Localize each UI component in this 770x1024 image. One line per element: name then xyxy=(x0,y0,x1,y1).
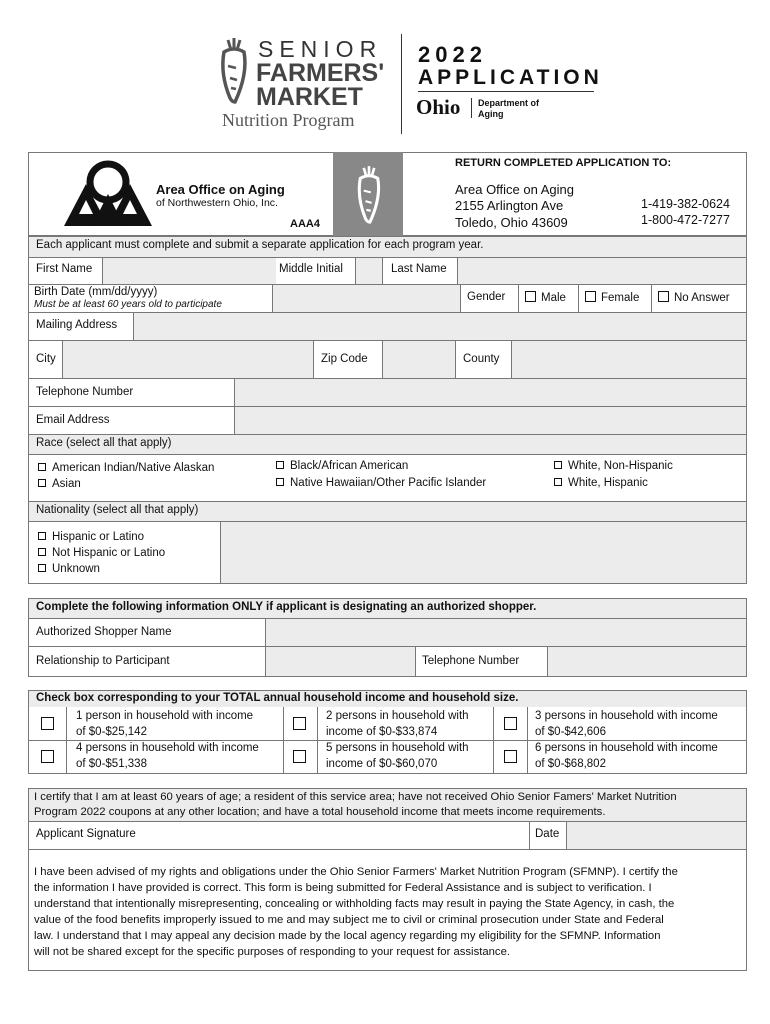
rights-paragraph xyxy=(34,864,746,964)
race-checkbox[interactable] xyxy=(554,461,562,469)
nationality-notes-field[interactable] xyxy=(220,522,746,583)
nationality-label: Hispanic or Latino xyxy=(52,531,145,543)
income-heading: Check box corresponding to your TOTAL annual household income and household size. xyxy=(36,692,519,704)
certify-line-1: I certify that I am at least 60 years of age; a resident of this service area; have not received Ohio Senior Famers' Market Nutrition xyxy=(34,791,677,803)
income-option-5b: income of $0-$60,070 xyxy=(326,758,438,770)
carrot-icon xyxy=(218,38,250,104)
nationality-option-3[interactable] xyxy=(38,563,100,575)
gender-label: Gender xyxy=(467,291,506,303)
income-option-5: 5 persons in household with xyxy=(326,742,469,754)
no-answer-label: No Answer xyxy=(674,292,730,304)
race-label: Black/African American xyxy=(290,460,409,472)
race-option-2[interactable] xyxy=(38,478,81,490)
income-checkbox-3[interactable] xyxy=(504,717,517,730)
income-checkbox-1[interactable] xyxy=(41,717,54,730)
income-checkbox-5[interactable] xyxy=(293,750,306,763)
race-heading: Race (select all that apply) xyxy=(36,437,172,449)
relationship-label: Relationship to Participant xyxy=(36,655,170,667)
gender-male-option[interactable] xyxy=(525,291,566,304)
race-option-6[interactable] xyxy=(554,477,648,489)
female-label: Female xyxy=(601,292,640,304)
return-phone2: 1-800-472-7277 xyxy=(641,213,730,227)
race-label: Native Hawaiian/Other Pacific Islander xyxy=(290,477,487,489)
year-label: 2022 xyxy=(418,42,487,67)
return-phone1: 1-419-382-0624 xyxy=(641,197,730,211)
return-addr-name: Area Office on Aging xyxy=(455,182,575,197)
nationality-checkbox[interactable] xyxy=(38,532,46,540)
aaa-logo-icon xyxy=(62,160,154,228)
shopper-name-input[interactable] xyxy=(265,619,746,646)
income-option-6: 6 persons in household with income xyxy=(535,742,718,754)
email-label: Email Address xyxy=(36,414,110,426)
relationship-input[interactable] xyxy=(265,647,416,676)
race-option-3[interactable] xyxy=(276,460,408,472)
gender-female-option[interactable] xyxy=(585,291,639,304)
middle-initial-input[interactable] xyxy=(355,258,383,284)
birth-date-label: Birth Date (mm/dd/yyyy) xyxy=(34,286,158,298)
zip-input[interactable] xyxy=(382,341,456,378)
no-answer-checkbox[interactable] xyxy=(658,291,669,302)
race-label: White, Non-Hispanic xyxy=(568,460,673,472)
male-checkbox[interactable] xyxy=(525,291,536,302)
male-label: Male xyxy=(541,292,566,304)
applicant-intro: Each applicant must complete and submit a separate application for each program year. xyxy=(36,239,484,251)
carrot-badge xyxy=(333,152,403,236)
race-checkbox[interactable] xyxy=(38,463,46,471)
return-label: RETURN COMPLETED APPLICATION TO: xyxy=(455,157,672,169)
nationality-option-2[interactable] xyxy=(38,547,165,559)
logo-market: MARKET xyxy=(256,83,363,111)
income-option-4: 4 persons in household with income xyxy=(76,742,259,754)
zip-label: Zip Code xyxy=(321,353,368,365)
rights-line: I have been advised of my rights and obligations under the Ohio Senior Farmers' Market Nutrition Program (SFMNP). I certify the xyxy=(34,866,678,878)
nationality-checkbox[interactable] xyxy=(38,548,46,556)
agency-code: AAA4 xyxy=(290,218,320,230)
income-option-4b: of $0-$51,338 xyxy=(76,758,147,770)
income-option-3b: of $0-$42,606 xyxy=(535,726,606,738)
ohio-dept: Department of xyxy=(478,98,540,108)
female-checkbox[interactable] xyxy=(585,291,596,302)
first-name-input[interactable] xyxy=(102,258,276,284)
shopper-telephone-input[interactable] xyxy=(547,647,746,676)
race-option-1[interactable] xyxy=(38,462,214,474)
income-checkbox-2[interactable] xyxy=(293,717,306,730)
shopper-heading: Complete the following information ONLY if applicant is designating an authorized shopper. xyxy=(36,601,537,613)
aaa-logo xyxy=(62,160,152,230)
logo-senior: SENIOR xyxy=(258,36,383,62)
race-option-5[interactable] xyxy=(554,460,673,472)
agency-name: Area Office on Aging xyxy=(156,182,285,197)
header-divider xyxy=(401,34,402,134)
sfmnp-logo xyxy=(218,36,398,132)
rights-line: understand that intentionally misrepresenting, concealing or withholding facts may result in paying the State Agency, in cash, the xyxy=(34,898,675,910)
birth-date-input[interactable] xyxy=(272,285,461,312)
income-option-3: 3 persons in household with income xyxy=(535,710,718,722)
rights-line: the information I have provided is correct. This form is being submitted for Federal Assistance and is subject to verification. I xyxy=(34,882,652,894)
nationality-option-1[interactable] xyxy=(38,531,144,543)
signature-input[interactable] xyxy=(529,822,530,849)
rights-line: law. I understand that I may appeal any decision made by the local agency regarding my eligibility for the SFMNP. Information xyxy=(34,930,661,942)
header-underline xyxy=(418,91,594,92)
certify-line-2: Program 2022 coupons at any other location; and have a total household income that meets income requirements. xyxy=(34,806,606,818)
gender-noanswer-option[interactable] xyxy=(658,291,730,304)
rights-line: will not be shared except for the specific purposes of responding to your request for assistance. xyxy=(34,946,510,958)
income-option-6b: of $0-$68,802 xyxy=(535,758,606,770)
telephone-input[interactable] xyxy=(234,379,746,406)
carrot-icon xyxy=(355,166,383,224)
shopper-name-label: Authorized Shopper Name xyxy=(36,626,172,638)
agency-sub: of Northwestern Ohio, Inc. xyxy=(156,197,278,209)
nationality-label: Not Hispanic or Latino xyxy=(52,547,166,559)
application-label: APPLICATION xyxy=(418,66,603,89)
race-checkbox[interactable] xyxy=(276,461,284,469)
nationality-checkbox[interactable] xyxy=(38,564,46,572)
telephone-label: Telephone Number xyxy=(36,386,134,398)
income-option-2: 2 persons in household with xyxy=(326,710,469,722)
last-name-label: Last Name xyxy=(391,263,447,275)
income-checkbox-6[interactable] xyxy=(504,750,517,763)
middle-initial-label: Middle Initial xyxy=(279,263,343,275)
income-checkbox-4[interactable] xyxy=(41,750,54,763)
rights-line: value of the food benefits improperly issued to me and may subject me to civil or criminal prosecution under State and Federal xyxy=(34,914,664,926)
ohio-logo xyxy=(416,95,596,123)
nationality-heading: Nationality (select all that apply) xyxy=(36,504,199,516)
county-label: County xyxy=(463,353,500,365)
signature-label: Applicant Signature xyxy=(36,828,136,840)
city-input[interactable] xyxy=(62,341,314,378)
mailing-address-input[interactable] xyxy=(133,313,746,340)
race-checkbox[interactable] xyxy=(554,478,562,486)
logo-nutrition: Nutrition Program xyxy=(222,110,355,130)
income-option-2b: income of $0-$33,874 xyxy=(326,726,438,738)
logo-farmers: FARMERS' xyxy=(256,59,385,87)
race-checkbox[interactable] xyxy=(38,479,46,487)
return-addr-street: 2155 Arlington Ave xyxy=(455,198,564,213)
county-input[interactable] xyxy=(511,341,746,378)
date-label: Date xyxy=(535,828,560,840)
first-name-label: First Name xyxy=(36,263,93,275)
race-checkbox[interactable] xyxy=(276,478,284,486)
shopper-telephone-label: Telephone Number xyxy=(422,655,520,667)
ohio-divider xyxy=(471,98,472,118)
race-label: White, Hispanic xyxy=(568,477,648,489)
race-option-4[interactable] xyxy=(276,477,486,489)
ohio-wordmark: Ohio xyxy=(416,95,461,119)
date-input[interactable] xyxy=(566,822,746,849)
nationality-label: Unknown xyxy=(52,563,100,575)
birth-date-note: Must be at least 60 years old to participate xyxy=(34,299,222,310)
income-option-1b: of $0-$25,142 xyxy=(76,726,147,738)
email-input[interactable] xyxy=(234,407,746,434)
ohio-aging: Aging xyxy=(478,109,504,119)
race-label: Asian xyxy=(52,478,81,490)
race-label: American Indian/Native Alaskan xyxy=(52,462,215,474)
income-option-1: 1 person in household with income xyxy=(76,710,254,722)
city-label: City xyxy=(36,353,56,365)
mailing-address-label: Mailing Address xyxy=(36,319,118,331)
return-addr-city: Toledo, Ohio 43609 xyxy=(455,215,568,230)
last-name-input[interactable] xyxy=(457,258,746,284)
